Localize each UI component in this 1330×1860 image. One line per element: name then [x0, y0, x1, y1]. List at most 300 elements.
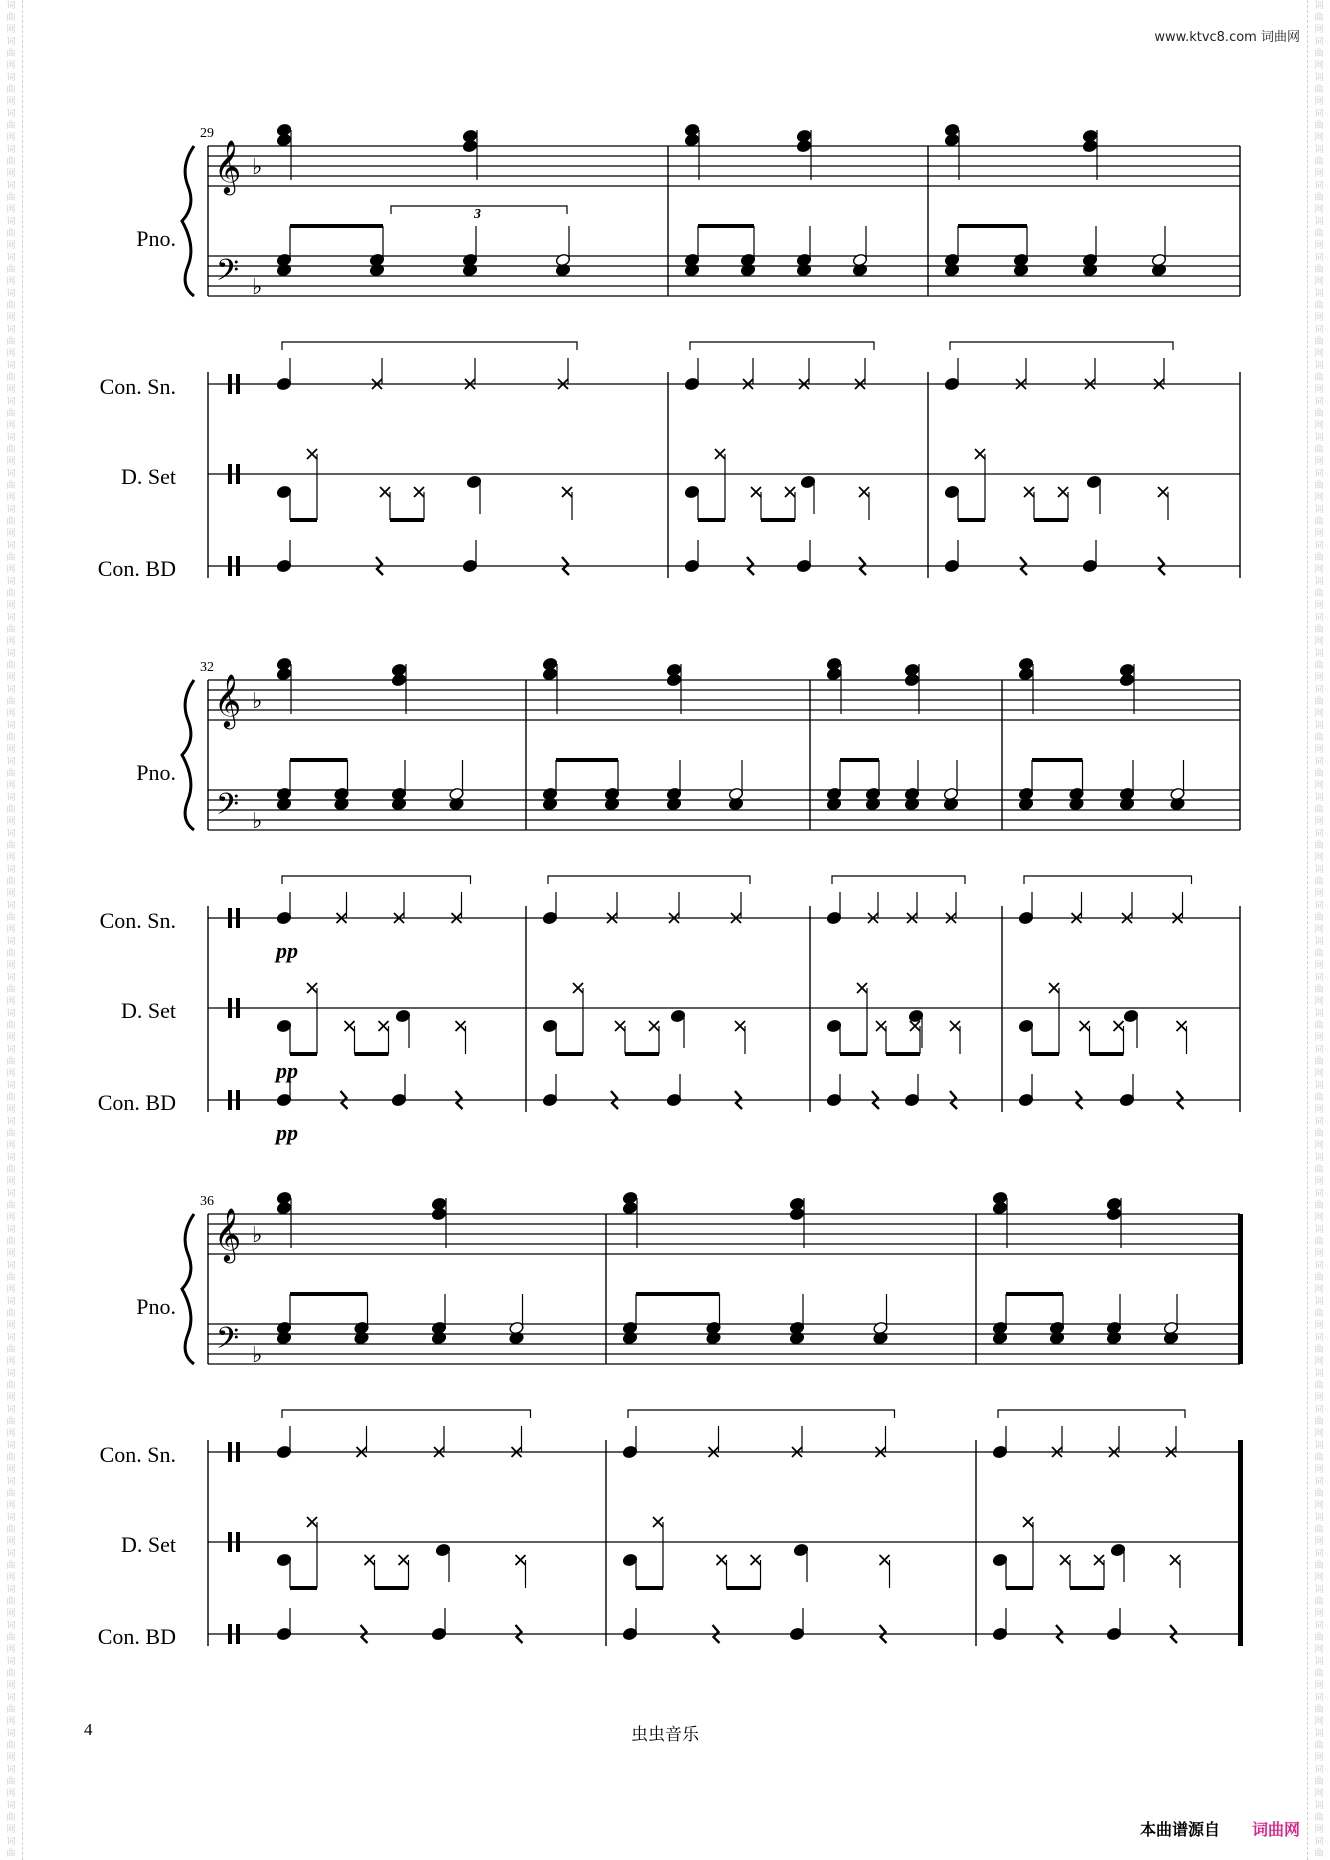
watermark-char: 网: [6, 745, 16, 755]
watermark-char: 词: [1314, 1729, 1324, 1739]
watermark-char: 曲: [1314, 337, 1324, 347]
watermark-char: 词: [6, 721, 16, 731]
watermark-char: 网: [1314, 457, 1324, 467]
watermark-char: 曲: [6, 1093, 16, 1103]
percussion-clef: [228, 998, 232, 1018]
watermark-char: 词: [6, 613, 16, 623]
watermark-char: 曲: [1314, 1813, 1324, 1823]
watermark-char: 曲: [6, 157, 16, 167]
watermark-char: 词: [1314, 613, 1324, 623]
watermark-char: 词: [6, 217, 16, 227]
beam: [958, 224, 1027, 228]
tuplet-bracket: [282, 1410, 531, 1418]
watermark-char: 网: [6, 313, 16, 323]
watermark-char: 网: [1314, 1285, 1324, 1295]
watermark-char: 网: [6, 97, 16, 107]
watermark-char: 词: [6, 1477, 16, 1487]
watermark-char: 词: [6, 793, 16, 803]
watermark-char: 词: [6, 361, 16, 371]
watermark-char: 曲: [6, 1417, 16, 1427]
watermark-char: 曲: [1314, 769, 1324, 779]
watermark-char: 词: [6, 181, 16, 191]
watermark-char: 词: [1314, 1549, 1324, 1559]
watermark-char: 词: [6, 505, 16, 515]
watermark-char: 曲: [1314, 1309, 1324, 1319]
watermark-char: 曲: [1314, 1021, 1324, 1031]
percussion-clef: [228, 374, 232, 394]
measure-number: 36: [200, 1194, 214, 1209]
watermark-char: 曲: [6, 1489, 16, 1499]
watermark-char: 曲: [6, 769, 16, 779]
watermark-char: 网: [1314, 205, 1324, 215]
watermark-char: 词: [6, 289, 16, 299]
watermark-char: 网: [1314, 529, 1324, 539]
instrument-label-piano: Pno.: [136, 1294, 176, 1319]
tuplet-bracket: [548, 876, 750, 884]
watermark-char: 网: [1314, 925, 1324, 935]
watermark-char: 曲: [1314, 1705, 1324, 1715]
watermark-char: 网: [6, 1249, 16, 1259]
watermark-char: 网: [6, 1825, 16, 1835]
key-signature-flat: ♭: [252, 808, 263, 833]
watermark-char: 曲: [1314, 193, 1324, 203]
watermark-char: 网: [1314, 1537, 1324, 1547]
watermark-char: 词: [1314, 649, 1324, 659]
watermark-char: 网: [6, 61, 16, 71]
watermark-char: 词: [1314, 1189, 1324, 1199]
watermark-char: 词: [6, 1657, 16, 1667]
watermark-char: 网: [6, 1753, 16, 1763]
watermark-char: 曲: [1314, 805, 1324, 815]
watermark-char: 词: [1314, 1153, 1324, 1163]
watermark-char: 词: [1314, 505, 1324, 515]
instrument-label-bassdrum: Con. BD: [97, 556, 176, 581]
watermark-char: 词: [6, 757, 16, 767]
instrument-label-snare: Con. Sn.: [99, 1442, 176, 1467]
watermark-char: 曲: [1314, 1597, 1324, 1607]
watermark-char: 曲: [6, 409, 16, 419]
watermark-char: 网: [6, 421, 16, 431]
watermark-char: 词: [6, 253, 16, 263]
instrument-label-drumset: D. Set: [121, 464, 176, 489]
watermark-char: 词: [6, 1189, 16, 1199]
watermark-char: 词: [6, 1, 16, 11]
beam: [556, 1052, 583, 1056]
watermark-char: 词: [6, 649, 16, 659]
watermark-char: 曲: [1314, 1561, 1324, 1571]
dynamic-marking: pp: [276, 1058, 298, 1083]
watermark-char: 网: [6, 1717, 16, 1727]
treble-clef: 𝄞: [214, 141, 242, 192]
watermark-char: 网: [6, 1789, 16, 1799]
watermark-char: 词: [1314, 397, 1324, 407]
watermark-char: 网: [6, 1213, 16, 1223]
key-signature-flat: ♭: [252, 1342, 263, 1367]
watermark-char: 曲: [1314, 373, 1324, 383]
percussion-clef: [228, 464, 232, 484]
notehead: [276, 657, 292, 671]
watermark-char: 网: [1314, 1105, 1324, 1115]
instrument-label-bassdrum: Con. BD: [97, 1624, 176, 1649]
watermark-char: 网: [1314, 565, 1324, 575]
watermark-char: 曲: [1314, 625, 1324, 635]
instrument-label-piano: Pno.: [136, 226, 176, 251]
beam: [727, 1586, 761, 1590]
notehead: [276, 1191, 292, 1205]
beam: [958, 518, 985, 522]
tuplet-bracket: [282, 876, 471, 884]
watermark-char: 网: [6, 1681, 16, 1691]
percussion-clef: [236, 374, 240, 394]
watermark-char: 网: [1314, 25, 1324, 35]
watermark-char: 网: [6, 997, 16, 1007]
watermark-char: 词: [1314, 1045, 1324, 1055]
watermark-char: 曲: [1314, 121, 1324, 131]
watermark-char: 网: [1314, 1141, 1324, 1151]
percussion-clef: [236, 998, 240, 1018]
beam: [556, 758, 618, 762]
watermark-char: 词: [1314, 721, 1324, 731]
watermark-char: 曲: [1314, 1525, 1324, 1535]
watermark-char: 词: [1314, 1657, 1324, 1667]
watermark-char: 词: [1314, 325, 1324, 335]
watermark-char: 网: [1314, 1033, 1324, 1043]
watermark-char: 曲: [6, 1129, 16, 1139]
watermark-char: 曲: [6, 121, 16, 131]
beam: [698, 518, 725, 522]
watermark-char: 网: [6, 241, 16, 251]
beam: [761, 518, 795, 522]
notehead: [542, 657, 558, 671]
watermark-char: 网: [6, 1069, 16, 1079]
watermark-char: 曲: [6, 1849, 16, 1859]
instrument-label-drumset: D. Set: [121, 1532, 176, 1557]
watermark-char: 词: [6, 325, 16, 335]
watermark-char: 网: [1314, 1213, 1324, 1223]
watermark-char: 曲: [1314, 409, 1324, 419]
watermark-char: 网: [1314, 1321, 1324, 1331]
watermark-char: 曲: [1314, 1381, 1324, 1391]
watermark-char: 曲: [6, 445, 16, 455]
watermark-char: 词: [1314, 1009, 1324, 1019]
watermark-char: 网: [1314, 1249, 1324, 1259]
notehead: [796, 129, 812, 143]
watermark-char: 曲: [6, 985, 16, 995]
watermark-char: 网: [1314, 853, 1324, 863]
watermark-char: 词: [6, 541, 16, 551]
watermark-char: 曲: [1314, 985, 1324, 995]
site-url: www.ktvc8.com: [1154, 30, 1257, 45]
beam: [290, 1052, 317, 1056]
watermark-char: 词: [1314, 865, 1324, 875]
percussion-clef: [228, 556, 232, 576]
watermark-char: 网: [1314, 1753, 1324, 1763]
watermark-char: 词: [6, 433, 16, 443]
measure-number: 29: [200, 126, 214, 141]
watermark-char: 曲: [1314, 1093, 1324, 1103]
watermark-char: 曲: [6, 1525, 16, 1535]
watermark-char: 词: [1314, 1477, 1324, 1487]
key-signature-flat: ♭: [252, 154, 263, 179]
watermark-char: 网: [6, 1609, 16, 1619]
beam: [840, 758, 879, 762]
instrument-label-bassdrum: Con. BD: [97, 1090, 176, 1115]
beam: [290, 224, 383, 228]
watermark-char: 词: [1314, 217, 1324, 227]
tuplet-bracket: [690, 342, 874, 350]
watermark-char: 曲: [6, 1669, 16, 1679]
notehead: [431, 1197, 447, 1211]
watermark-char: 曲: [1314, 49, 1324, 59]
watermark-char: 曲: [1314, 1417, 1324, 1427]
watermark-char: 网: [6, 709, 16, 719]
watermark-char: 网: [6, 565, 16, 575]
notehead: [944, 123, 960, 137]
watermark-char: 词: [6, 37, 16, 47]
watermark-char: 词: [6, 1837, 16, 1847]
watermark-char: 曲: [6, 1561, 16, 1571]
beam: [1032, 758, 1083, 762]
instrument-label-snare: Con. Sn.: [99, 374, 176, 399]
watermark-char: 词: [1314, 1765, 1324, 1775]
watermark-char: 曲: [6, 1633, 16, 1643]
watermark-char: 网: [6, 637, 16, 647]
piano-brace: [182, 1214, 194, 1364]
watermark-char: 词: [1314, 145, 1324, 155]
watermark-char: 词: [6, 1693, 16, 1703]
watermark-char: 曲: [1314, 157, 1324, 167]
watermark-char: 词: [6, 1621, 16, 1631]
piano-brace: [182, 680, 194, 830]
percussion-clef: [228, 1442, 232, 1462]
watermark-char: 词: [1314, 181, 1324, 191]
beam: [886, 1052, 920, 1056]
watermark-char: 网: [1314, 313, 1324, 323]
bass-clef: 𝄢: [216, 1322, 240, 1362]
notehead: [904, 663, 920, 677]
watermark-char: 曲: [1314, 697, 1324, 707]
watermark-char: 词: [1314, 361, 1324, 371]
watermark-char: 网: [1314, 133, 1324, 143]
bass-clef: 𝄢: [216, 254, 240, 294]
watermark-char: 网: [6, 529, 16, 539]
watermark-char: 网: [1314, 1429, 1324, 1439]
percussion-clef: [228, 1624, 232, 1644]
watermark-char: 曲: [6, 1201, 16, 1211]
watermark-char: 网: [6, 781, 16, 791]
watermark-char: 词: [1314, 1369, 1324, 1379]
watermark-char: 词: [6, 577, 16, 587]
watermark-char: 网: [6, 1537, 16, 1547]
watermark-char: 曲: [6, 481, 16, 491]
watermark-char: 曲: [6, 913, 16, 923]
watermark-char: 词: [6, 937, 16, 947]
watermark-char: 词: [6, 973, 16, 983]
watermark-char: 曲: [1314, 949, 1324, 959]
watermark-char: 曲: [1314, 1201, 1324, 1211]
source-label: 本曲谱源自: [1139, 1820, 1220, 1839]
watermark-char: 网: [1314, 601, 1324, 611]
watermark-char: 词: [1314, 1693, 1324, 1703]
watermark-char: 曲: [1314, 1237, 1324, 1247]
watermark-char: 词: [1314, 1333, 1324, 1343]
piano-brace: [182, 146, 194, 296]
beam: [1006, 1292, 1063, 1296]
beam: [1034, 518, 1068, 522]
watermark-char: 词: [6, 1585, 16, 1595]
percussion-clef: [236, 1442, 240, 1462]
tuplet-bracket: [282, 342, 577, 350]
watermark-char: 网: [1314, 1681, 1324, 1691]
watermark-char: 曲: [1314, 733, 1324, 743]
watermark-char: 词: [6, 1081, 16, 1091]
watermark-char: 曲: [6, 1165, 16, 1175]
watermark-char: 网: [6, 385, 16, 395]
watermark-char: 网: [1314, 1357, 1324, 1367]
beam: [636, 1586, 663, 1590]
watermark-char: 词: [1314, 433, 1324, 443]
watermark-char: 词: [6, 1549, 16, 1559]
watermark-char: 词: [1314, 577, 1324, 587]
watermark-char: 网: [6, 25, 16, 35]
watermark-char: 词: [1314, 1405, 1324, 1415]
percussion-clef: [236, 1532, 240, 1552]
tuplet-bracket: [628, 1410, 895, 1418]
beam: [290, 758, 348, 762]
watermark-char: 曲: [1314, 1057, 1324, 1067]
watermark-char: 词: [1314, 109, 1324, 119]
watermark-char: 网: [6, 1033, 16, 1043]
watermark-char: 曲: [1314, 913, 1324, 923]
key-signature-flat: ♭: [252, 274, 263, 299]
watermark-char: 网: [6, 817, 16, 827]
key-signature-flat: ♭: [252, 688, 263, 713]
watermark-char: 词: [6, 1225, 16, 1235]
watermark-char: 词: [1314, 1801, 1324, 1811]
treble-clef: 𝄞: [214, 675, 242, 726]
watermark-char: 曲: [1314, 1777, 1324, 1787]
watermark-char: 曲: [6, 1237, 16, 1247]
beam: [290, 1586, 317, 1590]
watermark-char: 曲: [1314, 1273, 1324, 1283]
notehead: [684, 123, 700, 137]
watermark-char: 网: [1314, 421, 1324, 431]
watermark-char: 曲: [6, 1741, 16, 1751]
watermark-char: 网: [1314, 97, 1324, 107]
notehead: [1082, 129, 1098, 143]
watermark-char: 曲: [1314, 481, 1324, 491]
watermark-char: 网: [6, 889, 16, 899]
site-name: 词曲网: [1260, 30, 1300, 45]
beam: [636, 1292, 720, 1296]
footer-publisher: 虫虫音乐: [631, 1725, 699, 1744]
tuplet-bracket: [1024, 876, 1192, 884]
watermark-char: 曲: [1314, 229, 1324, 239]
watermark-char: 词: [6, 1333, 16, 1343]
watermark-char: 曲: [1314, 661, 1324, 671]
watermark-char: 词: [1314, 793, 1324, 803]
watermark-char: 网: [1314, 709, 1324, 719]
watermark-char: 曲: [6, 733, 16, 743]
watermark-char: 网: [1314, 961, 1324, 971]
watermark-char: 网: [1314, 277, 1324, 287]
watermark-char: 曲: [1314, 1489, 1324, 1499]
beam: [1006, 1586, 1033, 1590]
watermark-char: 曲: [6, 553, 16, 563]
watermark-char: 曲: [6, 841, 16, 851]
watermark-char: 曲: [6, 229, 16, 239]
notehead: [276, 123, 292, 137]
watermark-char: 网: [6, 961, 16, 971]
notehead: [1119, 663, 1135, 677]
watermark-char: 词: [6, 1045, 16, 1055]
watermark-char: 词: [1314, 73, 1324, 83]
watermark-char: 曲: [6, 949, 16, 959]
watermark-char: 网: [6, 1141, 16, 1151]
watermark-char: 网: [6, 673, 16, 683]
percussion-clef: [236, 464, 240, 484]
beam: [1070, 1586, 1104, 1590]
watermark-char: 词: [6, 109, 16, 119]
measure-number: 32: [200, 660, 214, 675]
watermark-char: 词: [1314, 469, 1324, 479]
watermark-char: 曲: [1314, 1453, 1324, 1463]
watermark-char: 网: [1314, 169, 1324, 179]
final-barline: [1238, 1440, 1243, 1646]
watermark-char: 曲: [1314, 841, 1324, 851]
watermark-char: 网: [1314, 1645, 1324, 1655]
watermark-char: 曲: [6, 661, 16, 671]
watermark-char: 曲: [6, 805, 16, 815]
percussion-clef: [228, 1090, 232, 1110]
watermark-char: 曲: [6, 337, 16, 347]
percussion-clef: [228, 1532, 232, 1552]
watermark-char: 曲: [6, 1057, 16, 1067]
watermark-char: 网: [6, 1573, 16, 1583]
watermark-char: 网: [6, 1501, 16, 1511]
beam: [625, 1052, 659, 1056]
watermark-char: 网: [6, 205, 16, 215]
watermark-char: 网: [1314, 1069, 1324, 1079]
watermark-char: 词: [6, 1369, 16, 1379]
watermark-char: 词: [6, 1261, 16, 1271]
watermark-char: 网: [6, 133, 16, 143]
watermark-char: 词: [1314, 937, 1324, 947]
watermark-char: 曲: [1314, 589, 1324, 599]
watermark-char: 网: [6, 1645, 16, 1655]
beam: [290, 1292, 368, 1296]
watermark-char: 网: [6, 1465, 16, 1475]
watermark-char: 网: [6, 925, 16, 935]
watermark-char: 词: [1314, 1261, 1324, 1271]
percussion-clef: [236, 908, 240, 928]
beam: [840, 1052, 867, 1056]
watermark-char: 曲: [1314, 1669, 1324, 1679]
watermark-char: 词: [6, 1297, 16, 1307]
watermark-char: 网: [1314, 1609, 1324, 1619]
watermark-char: 曲: [6, 1273, 16, 1283]
watermark-char: 网: [6, 349, 16, 359]
watermark-char: 词: [1314, 757, 1324, 767]
watermark-char: 曲: [6, 1813, 16, 1823]
watermark-char: 网: [6, 1429, 16, 1439]
watermark-char: 词: [1314, 1297, 1324, 1307]
watermark-char: 词: [1314, 253, 1324, 263]
watermark-char: 词: [6, 1009, 16, 1019]
watermark-char: 词: [6, 1153, 16, 1163]
watermark-char: 曲: [6, 85, 16, 95]
watermark-char: 词: [6, 397, 16, 407]
